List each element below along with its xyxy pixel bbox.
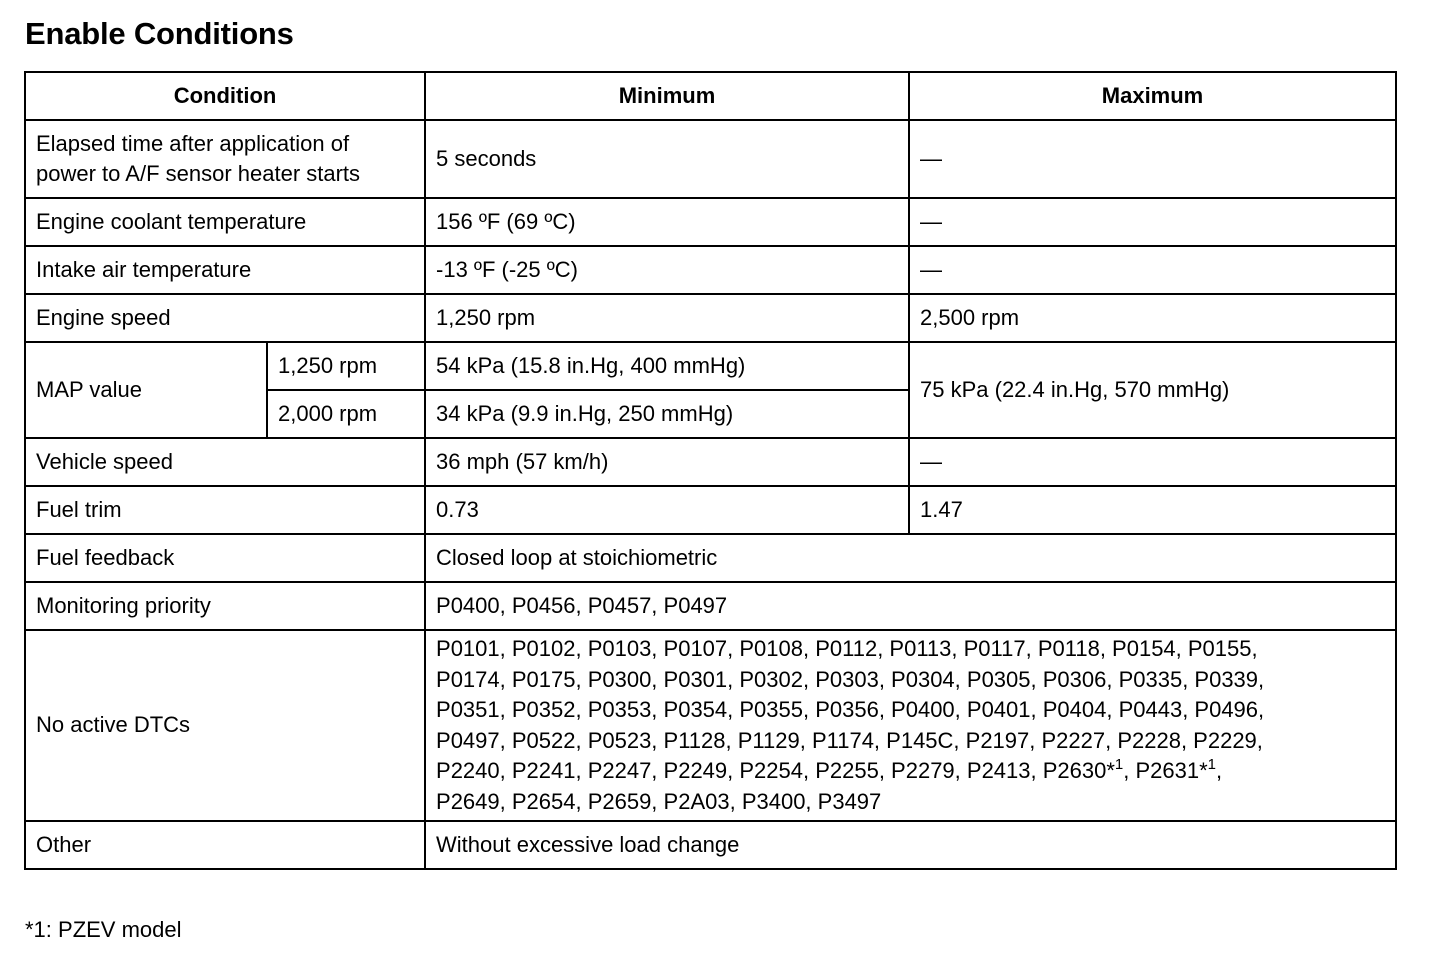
minimum-cell: 5 seconds bbox=[425, 120, 909, 198]
table-header-row bbox=[25, 72, 1396, 120]
table-row bbox=[25, 486, 1396, 534]
sub-condition-cell: 2,000 rpm bbox=[267, 390, 425, 438]
dtc-line bbox=[436, 756, 1385, 787]
condition-cell: Engine coolant temperature bbox=[25, 198, 425, 246]
dtc-line: P0497, P0522, P0523, P1128, P1129, P1174, P145C, P2197, P2227, P2228, P2229, bbox=[436, 727, 1263, 753]
header-maximum: Maximum bbox=[909, 72, 1396, 120]
condition-cell: Fuel feedback bbox=[25, 534, 425, 582]
maximum-cell: — bbox=[909, 246, 1396, 294]
footnote-marker: 1 bbox=[1207, 756, 1217, 773]
enable-conditions-table bbox=[24, 71, 1397, 870]
condition-cell: Fuel trim bbox=[25, 486, 425, 534]
minimum-cell: 34 kPa (9.9 in.Hg, 250 mmHg) bbox=[425, 390, 909, 438]
maximum-cell: — bbox=[909, 198, 1396, 246]
value-cell: P0400, P0456, P0457, P0497 bbox=[425, 582, 1396, 630]
maximum-cell: 75 kPa (22.4 in.Hg, 570 mmHg) bbox=[909, 342, 1396, 438]
header-condition: Condition bbox=[25, 72, 425, 120]
value-cell: Without excessive load change bbox=[425, 821, 1396, 869]
table-row bbox=[25, 821, 1396, 869]
table-row bbox=[25, 582, 1396, 630]
table-row bbox=[25, 246, 1396, 294]
table-row bbox=[25, 294, 1396, 342]
minimum-cell: 54 kPa (15.8 in.Hg, 400 mmHg) bbox=[425, 342, 909, 390]
table-row bbox=[25, 120, 1396, 198]
condition-cell: Engine speed bbox=[25, 294, 425, 342]
table-row bbox=[25, 198, 1396, 246]
minimum-cell: -13 ºF (-25 ºC) bbox=[425, 246, 909, 294]
dtc-line: P0101, P0102, P0103, P0107, P0108, P0112, P0113, P0117, P0118, P0154, P0155, bbox=[436, 636, 1258, 661]
dtc-text: , P2631* bbox=[1123, 758, 1208, 783]
maximum-cell: — bbox=[909, 120, 1396, 198]
condition-cell: Intake air temperature bbox=[25, 246, 425, 294]
condition-cell: Other bbox=[25, 821, 425, 869]
maximum-cell: 2,500 rpm bbox=[909, 294, 1396, 342]
dtc-text: , bbox=[1216, 758, 1223, 783]
condition-cell: Monitoring priority bbox=[25, 582, 425, 630]
header-minimum: Minimum bbox=[425, 72, 909, 120]
footnote: *1: PZEV model bbox=[25, 917, 182, 942]
dtc-line: P2649, P2654, P2659, P2A03, P3400, P3497 bbox=[436, 788, 882, 814]
dtc-line: P0351, P0352, P0353, P0354, P0355, P0356, P0400, P0401, P0404, P0443, P0496, bbox=[436, 697, 1265, 722]
table-row bbox=[25, 438, 1396, 486]
dtc-line: P0174, P0175, P0300, P0301, P0302, P0303, P0304, P0305, P0306, P0335, P0339, bbox=[436, 666, 1265, 692]
maximum-cell: — bbox=[909, 438, 1396, 486]
minimum-cell: 1,250 rpm bbox=[425, 294, 909, 342]
footnote-marker: 1 bbox=[1114, 756, 1124, 773]
condition-cell: Elapsed time after application of power to A/F sensor heater starts bbox=[25, 120, 425, 198]
condition-cell: MAP value bbox=[25, 342, 267, 438]
condition-cell: Vehicle speed bbox=[25, 438, 425, 486]
minimum-cell: 0.73 bbox=[425, 486, 909, 534]
dtc-text: P2240, P2241, P2247, P2249, P2254, P2255, P2279, P2413, P2630* bbox=[436, 758, 1115, 783]
table-row bbox=[25, 534, 1396, 582]
table-row bbox=[25, 342, 1396, 390]
minimum-cell: 156 ºF (69 ºC) bbox=[425, 198, 909, 246]
table-row bbox=[25, 630, 1396, 821]
condition-cell: No active DTCs bbox=[25, 630, 425, 821]
maximum-cell: 1.47 bbox=[909, 486, 1396, 534]
value-cell: Closed loop at stoichiometric bbox=[425, 534, 1396, 582]
page-title: Enable Conditions bbox=[25, 16, 294, 51]
dtc-list-cell bbox=[425, 630, 1396, 821]
minimum-cell: 36 mph (57 km/h) bbox=[425, 438, 909, 486]
sub-condition-cell: 1,250 rpm bbox=[267, 342, 425, 390]
